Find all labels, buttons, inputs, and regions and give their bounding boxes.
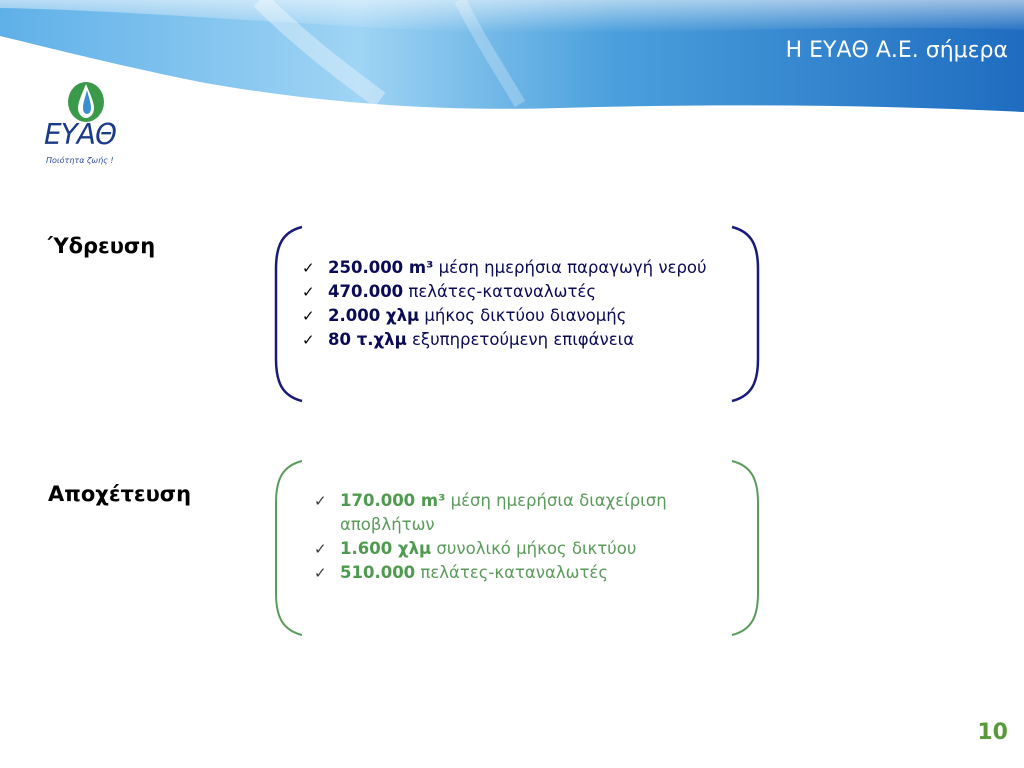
- logo: [38, 80, 138, 175]
- item-text: μέση ημερήσια διαχείριση αποβλήτων: [340, 491, 667, 534]
- item-value: 2.000 χλμ: [328, 306, 420, 325]
- list-item: [302, 256, 732, 280]
- item-value: 80 τ.χλμ: [328, 330, 407, 349]
- item-value: 510.000: [340, 563, 416, 582]
- page-number: 10: [977, 720, 1008, 745]
- item-text: συνολικό μήκος δικτύου: [431, 539, 637, 558]
- item-value: 170.000 m³: [340, 491, 446, 510]
- logo-wordmark: ΕΥΑΘ: [44, 118, 116, 151]
- list-item: [314, 489, 714, 537]
- list-item: [314, 537, 714, 561]
- item-text: πελάτες-καταναλωτές: [415, 563, 609, 582]
- slide-title: Η ΕΥΑΘ Α.Ε. σήμερα: [785, 38, 1008, 63]
- check-icon: ✓: [302, 331, 315, 349]
- item-value: 1.600 χλμ: [340, 539, 432, 558]
- section-heading-sewer: Αποχέτευση: [48, 482, 192, 506]
- list-item: [302, 304, 732, 328]
- section-heading-water: Ύδρευση: [48, 234, 156, 258]
- list-item: [302, 280, 732, 304]
- sewer-stats-list: [314, 489, 714, 585]
- item-text: πελάτες-καταναλωτές: [403, 282, 597, 301]
- item-value: 470.000: [328, 282, 404, 301]
- check-icon: ✓: [302, 259, 315, 277]
- list-item: [314, 561, 714, 585]
- check-icon: ✓: [314, 564, 327, 582]
- check-icon: ✓: [302, 283, 315, 301]
- water-stats-list: [302, 256, 732, 352]
- item-text: εξυπηρετούμενη επιφάνεια: [406, 330, 635, 349]
- item-value: 250.000 m³: [328, 258, 434, 277]
- check-icon: ✓: [314, 492, 327, 510]
- item-text: μέση ημερήσια παραγωγή νερού: [433, 258, 707, 277]
- check-icon: ✓: [314, 540, 327, 558]
- check-icon: ✓: [302, 307, 315, 325]
- logo-tagline: Ποιότητα ζωής !: [46, 156, 114, 165]
- list-item: [302, 328, 732, 352]
- item-text: μήκος δικτύου διανομής: [419, 306, 627, 325]
